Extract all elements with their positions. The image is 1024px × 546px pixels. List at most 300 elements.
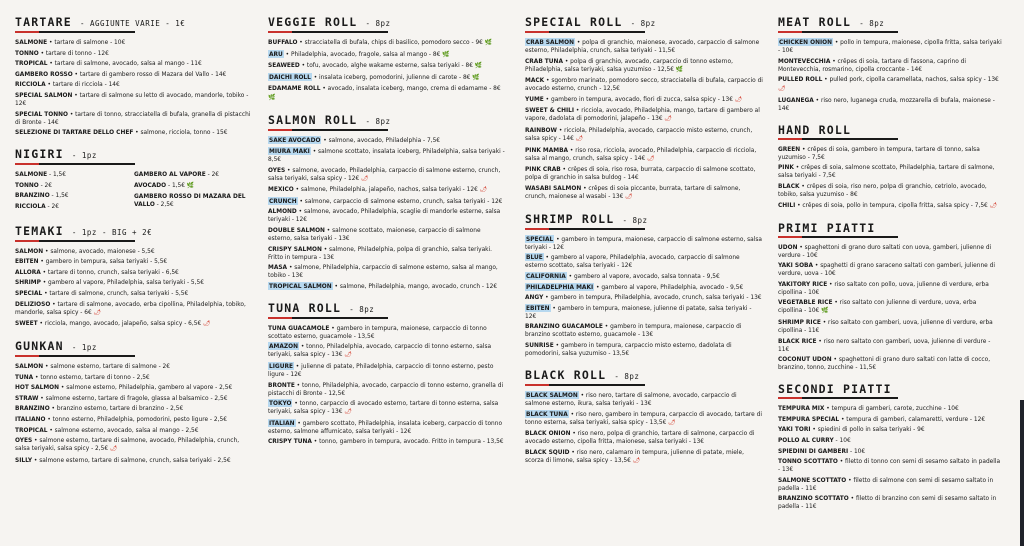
section-title-text: GUNKAN [15,339,64,354]
menu-item[interactable] [525,448,763,465]
vegetarian-leaf-icon: 🌿 [268,94,276,102]
menu-item[interactable] [134,170,253,178]
menu-item[interactable] [525,57,763,74]
menu-item[interactable] [525,293,763,301]
chili-pepper-icon: 🌶 [359,174,369,182]
section-title-text: SALMON ROLL [268,113,358,128]
section-title-text: SPECIAL ROLL [525,15,623,29]
item-name: GAMBERO AL VAPORE [134,170,206,179]
item-name: PINK CRAB [525,165,561,174]
section-title [778,124,1002,137]
item-name: EDAMAME ROLL [268,84,321,93]
item-name: BLACK SALMON [526,390,578,399]
menu-item[interactable] [525,429,763,445]
item-name: TUNA [15,372,34,381]
menu-item[interactable] [778,447,1002,455]
menu-item[interactable] [525,76,763,92]
section-underline [15,240,135,242]
item-name: SWEET [15,319,38,328]
menu-item[interactable] [268,226,506,242]
item-description: • salmone, carpaccio di salmone esterno, crunch, salsa teriyaki - 12€ [297,196,503,205]
menu-item[interactable] [778,201,1002,210]
item-description: - 1,5€ [47,170,66,179]
item-description: • riso nero, polpa di granchio, tartare di salmone, carpaccio di avocado esterno, cipolla fritta, maionese, salsa teriyaki - 13€ [525,429,755,446]
item-name: ITALIANO [15,415,46,424]
menu-item[interactable] [778,436,1002,444]
item-name: CRAB SALMON [526,38,574,46]
menu-item[interactable] [778,318,1002,334]
item-name: SALMONE [15,170,48,179]
menu-item[interactable] [525,410,763,427]
item-description: • salmone, Philadelphia, carpaccio di salmone esterno, salsa al mango, tobiko - 13€ [268,263,498,280]
menu-item[interactable] [15,373,253,381]
item-description: • tartare di gambero rosso di Mazara del Vallo - 14€ [72,69,227,78]
section-subtitle: - 8pz [630,19,656,28]
menu-item[interactable] [268,61,506,70]
item-description: • tartare di tonno - 12€ [38,48,109,57]
section-title-text: SHRIMP ROLL [525,211,615,226]
item-name: BLACK ONION [525,429,571,438]
item-name: PULLED ROLL [778,75,823,84]
item-name: CHILI [778,200,796,209]
item-name: SUNRISE [525,340,554,349]
section-title-text: BLACK ROLL [525,367,607,382]
menu-item[interactable] [778,75,1002,93]
menu-item[interactable] [525,106,763,123]
item-description: • salmone, avocado, Philadelphia, scaglie di mandorle esterne, salsa teriyaki - 12€ [268,207,501,224]
menu-item[interactable] [525,304,763,320]
section-title-text: PRIMI PIATTI [778,220,876,235]
item-description: • gambero al vapore, Philadelphia, avocado, carpaccio di salmone esterno scottato, salsa teriyaki - 12€ [525,253,740,270]
item-name: MIURA MAKI [269,146,310,155]
menu-item[interactable] [778,243,1002,259]
menu-item[interactable] [268,166,506,183]
menu-item[interactable] [778,261,1002,277]
menu-item[interactable] [268,282,506,290]
item-name: OYES [268,165,286,174]
item-description: • salmone, avocado, Philadelphia, carpaccio di salmone esterno, crunch, salsa teriyaki, salsa spicy - 12€ [268,165,501,182]
item-name: EBITEN [15,257,39,266]
item-description: • tartare di ricciola - 14€ [45,80,120,89]
menu-section [525,369,763,465]
item-name: DAICHI ROLL [269,72,311,81]
menu-column-1 [15,16,253,476]
item-name: UDON [778,242,798,251]
item-name: RICCIOLA [15,80,46,89]
item-description: • gambero al vapore, Philadelphia, avocado - 9,5€ [594,282,744,291]
menu-item[interactable] [525,165,763,181]
item-name: SEAWEED [268,61,300,70]
item-description: • crêpes di soia, gambero in tempura, tartare di tonno, salsa yuzumiso - 7,5€ [778,144,980,161]
menu-section [778,124,1002,210]
item-description: • tonno esterno, Philadelphia, pomodorini, pesto ligure - 2,5€ [45,415,227,424]
section-title [15,148,253,162]
menu-item[interactable] [134,192,253,208]
item-description: • riso nero saltato con gamberi, uova, julienne di verdure - 11€ [778,336,991,353]
item-description: • polpa di granchio, maionese, avocado, carpaccio di salmone esterno, Philadelphia, crunch, salsa teriyaki - 11,5€ [525,38,760,54]
item-name: MACK [525,76,545,85]
section-title [15,225,253,239]
item-name: GAMBERO ROSSO [15,69,73,78]
item-description: • tofu, avocado, alghe wakame esterne, salsa teriyaki - 8€ [299,61,473,70]
menu-column-2 [268,16,506,457]
menu-item[interactable] [268,362,506,378]
item-description: • riso nero, calamaro in tempura, julienne di patate, miele, scorza di limone, salsa spicy - 13,5€ [525,447,744,464]
menu-item[interactable] [778,182,1002,198]
menu-item[interactable] [15,38,253,46]
item-name: YAKITORY RICE [778,279,828,288]
menu-item[interactable] [15,91,253,107]
item-name: WASABI SALMON [525,183,582,192]
menu-item[interactable] [15,319,253,328]
item-description: • salmone, Philadelphia, mango, avocado, crunch - 12€ [332,281,498,290]
item-name: EBITEN [526,303,550,312]
section-underline [15,355,135,357]
item-name: RAINBOW [525,125,557,134]
item-name: CRISPY SALMON [268,244,322,253]
menu-item[interactable] [268,207,506,223]
item-description: • salmone scottato, maionese, carpaccio di salmone esterno, salsa teriyaki - 13€ [268,225,481,242]
chili-pepper-icon: 🌶 [987,201,998,209]
menu-item[interactable] [15,456,253,464]
menu-item[interactable] [15,80,253,88]
item-description: • polpa di granchio, avocado, carpaccio di tonno esterno, Philadelphia, salsa teriyaki, salsa yuzumiso - 12,5€ [525,56,733,73]
chili-pepper-icon: 🌶 [778,85,786,93]
item-description: - 2€ [205,170,220,179]
item-name: BLACK [778,181,800,190]
menu-item[interactable] [15,436,253,453]
section-title [778,222,1002,235]
item-name: TEMPURA MIX [778,404,825,413]
menu-item[interactable] [15,70,253,78]
item-name: MEXICO [268,185,294,194]
menu-item[interactable] [15,426,253,434]
chili-pepper-icon: 🌶 [201,320,211,328]
menu-column-3 [525,16,763,477]
section-subtitle: - AGGIUNTE VARIE - 1€ [80,19,186,28]
item-description: • gambero al vapore, avocado, salsa tonnata - 9,5€ [566,271,720,280]
section-title-text: TEMAKI [15,223,64,238]
item-name: COCONUT UDON [778,355,832,364]
menu-item[interactable] [15,59,253,67]
section-title [268,16,506,30]
item-name: PINK MAMBA [525,145,569,154]
item-name: TONNO [15,48,39,57]
menu-item[interactable] [268,38,506,47]
menu-section [778,222,1002,372]
item-description: • salmone esterno, Philadelphia, gambero al vapore - 2,5€ [59,383,233,392]
item-description: • tartare di tonno, stracciatella di bufala, granella di pistacchi di Bronte - 14€ [15,109,251,126]
vegetarian-leaf-icon: 🌿 [482,39,493,46]
menu-item[interactable] [268,399,506,416]
menu-item[interactable] [778,494,1002,510]
item-name: SAKE AVOCADO [269,136,321,145]
item-description: • riso saltato con julienne di verdure, uova, erba cipollina - 10€ [778,298,977,315]
menu-item[interactable] [525,272,763,280]
menu-item[interactable] [15,257,253,265]
section-title-text: TARTARE [15,15,72,29]
item-name: CRISPY TUNA [268,437,312,446]
menu-item[interactable] [268,147,506,163]
item-description: • ricciola, mango, avocado, jalapeño, salsa spicy - 6,5€ [37,319,202,328]
item-name: TUNA GUACAMOLE [268,323,330,332]
item-name: BRANZINO SCOTTATO [778,494,849,503]
menu-section [15,225,253,329]
item-description: • tonno, Philadelphia, avocado, carpaccio di tonno esterno, granella di pistacchi di Bronte - 12,5€ [268,380,504,397]
chili-pepper-icon: 🌶 [108,445,118,453]
menu-item[interactable] [15,191,134,199]
item-description: • crêpes di soia, riso rosa, burrata, carpaccio di salmone scottato, polpa di granchio in salsa buldog - 14€ [525,165,756,182]
menu-item[interactable] [778,145,1002,161]
menu-item[interactable] [268,50,506,59]
menu-item[interactable] [778,355,1002,371]
item-description: • gambero in tempura, maionese, julienne di patate, salsa teriyaki - 12€ [525,303,752,320]
item-description: • riso nero, luganega cruda, mozzarella di bufala, maionese - 14€ [778,95,995,112]
item-description: • insalata iceberg, pomodorini, julienne di carote - 8€ [311,72,471,81]
item-description: • gambero in tempura, carpaccio misto esterno, dadolata di pomodorini, salsa yuzumiso - 13,5€ [525,340,732,357]
menu-item[interactable] [778,457,1002,473]
menu-section [15,16,253,136]
vegetarian-leaf-icon: 🌿 [673,65,684,73]
chili-pepper-icon: 🌶 [342,408,352,416]
menu-item[interactable] [525,146,763,163]
menu-item[interactable] [15,128,253,136]
section-underline [778,397,898,399]
menu-item[interactable] [15,415,253,423]
item-name: CRUNCH [269,196,297,205]
section-subtitle: - 8pz [859,19,885,28]
item-name: HOT SALMON [15,383,60,392]
item-name: TONNO SCOTTATO [778,457,838,466]
menu-item[interactable] [778,415,1002,423]
menu-item[interactable] [778,476,1002,492]
item-name: ALLORA [15,267,41,276]
menu-item[interactable] [15,289,253,297]
item-description: • gambero in tempura, maionese, carpaccio di branzino scottato esterno, guacamole - 13€ [525,322,742,339]
menu-item[interactable] [268,73,506,82]
item-description: • gambero in tempura, maionese, carpaccio di tonno scottato esterno, guacamole - 13,5€ [268,323,487,340]
item-description: • tonno, gambero in tempura, avocado. Fritto in tempura - 13,5€ [311,437,504,446]
item-description: • avocado, insalata iceberg, mango, crema di edamame - 8€ [320,84,501,93]
item-name: SALMONE [15,38,48,46]
item-name: YAKI TORI [778,425,811,434]
menu-item[interactable] [525,38,763,54]
menu-item[interactable] [15,202,134,210]
menu-item[interactable] [268,197,506,205]
menu-item[interactable] [778,298,1002,315]
chili-pepper-icon: 🌶 [630,456,641,464]
item-description: • tonno, carpaccio di avocado esterno, tartare di tonno esterna, salsa teriyaki, salsa spicy - 13€ [268,399,499,416]
vegetarian-leaf-icon: 🌿 [472,62,483,70]
item-name: CALIFORNIA [526,271,566,280]
menu-item[interactable] [15,49,253,57]
section-underline [525,31,645,33]
scrollbar-edge[interactable] [1020,400,1024,546]
item-description: • tartare di salmone su letto di avocado, mandorle, tobiko - 12€ [15,90,249,107]
menu-item[interactable] [268,381,506,397]
menu-item[interactable] [778,163,1002,179]
menu-item[interactable] [778,404,1002,412]
item-description: • ricciola, Philadelphia, avocado, carpaccio misto esterno, crunch, salsa spicy - 14€ [525,125,753,142]
menu-item[interactable] [268,342,506,359]
section-subtitle: - 8pz [349,304,375,314]
item-name: SALMON [15,246,44,255]
item-name: BRONTE [268,380,295,389]
menu-item[interactable] [525,95,763,104]
item-name: PHILADELPHIA MAKI [526,282,594,291]
item-description: • tempura di gamberi, carote, zucchine - 10€ [824,404,959,413]
item-name: SILLY [15,455,33,464]
item-name: LIGURE [269,361,293,370]
chili-pepper-icon: 🌶 [645,154,655,162]
item-name: ALMOND [268,207,297,216]
item-name: GAMBERO ROSSO DI MAZARA DEL VALLO [134,192,246,209]
item-description: • pulled pork, cipolla caramellata, nachos, salsa spicy - 13€ [822,75,999,84]
item-description: • gambero al vapore, Philadelphia, salsa teriyaki - 5,5€ [40,278,204,287]
item-name: BLACK RICE [778,336,817,345]
section-title-text: VEGGIE ROLL [268,15,358,29]
item-name: BRANZINO GUACAMOLE [525,322,603,331]
item-description: • filetto di tonno con semi di sesamo saltato in padella - 13€ [778,457,1001,474]
menu-item[interactable] [778,57,1002,73]
menu-item[interactable] [15,247,253,255]
item-description: • tartare di salmone - 10€ [47,38,126,46]
item-name: SPECIAL [526,234,554,243]
item-name: SPIEDINI DI GAMBERI [778,446,849,455]
nigiri-grid [15,170,253,212]
item-name: SALMON [15,362,44,371]
menu-item[interactable] [525,253,763,269]
menu-section [778,16,1002,112]
item-description: • spaghetti di grano saraceno saltati con gamberi, julienne di verdure, uova - 10€ [778,261,995,278]
item-name: VEGETABLE RICE [778,298,833,307]
item-name: SHRIMP RICE [778,317,821,326]
menu-item[interactable] [778,425,1002,433]
section-title [778,383,1002,396]
menu-item[interactable] [15,300,253,317]
item-description: • salmone esterno, avocado, salsa al mango - 2,5€ [47,425,199,434]
section-underline [268,129,388,131]
menu-item[interactable] [268,185,506,194]
item-name: AVOCADO [134,180,167,189]
section-title-text: NIGIRI [15,147,64,162]
item-description: • crêpes di soia, salmone scottato, Philadelphia, tartare di salmone, salsa teriyaki - 7,5€ [778,163,995,180]
item-description: • salmone esterno, tartare di fragole, glassa al balsamico - 2,5€ [38,393,228,402]
item-description: • salmone esterno, tartare di salmone, avocado, Philadelphia, crunch, salsa teriyaki, salsa spicy - 2,5€ [15,436,240,453]
item-description: • julienne di patate, Philadelphia, carpaccio di tonno esterno, pesto ligure - 12€ [268,361,494,378]
menu-section [525,16,763,201]
menu-item[interactable] [525,283,763,291]
item-description: - 10€ [833,435,851,444]
menu-item[interactable] [15,170,134,178]
item-description: • tonno, Philadelphia, avocado, carpaccio di tonno esterno, salsa teriyaki, salsa spicy - 13€ [268,342,492,359]
menu-item[interactable] [268,437,506,445]
section-underline [778,138,898,140]
chili-pepper-icon: 🌶 [573,134,584,142]
menu-item[interactable] [778,96,1002,112]
item-name: SPECIAL TONNO [15,109,68,118]
menu-item[interactable] [268,419,506,435]
menu-column-4 [778,16,1002,522]
item-name: CHICKEN ONION [779,38,833,46]
menu-item[interactable] [15,268,253,276]
menu-item[interactable] [268,324,506,340]
item-description: • salmone esterno, tartare di salmone, crunch, salsa teriyaki - 2,5€ [32,455,231,464]
section-underline [15,163,135,165]
item-name: SELEZIONE DI TARTARE DELLO CHEF [15,128,134,137]
menu-item[interactable] [15,278,253,286]
menu-item[interactable] [268,245,506,261]
item-name: PINK [778,163,794,172]
menu-item[interactable] [268,84,506,102]
item-name: CRAB TUNA [525,56,563,65]
item-description: • tartare di salmone, crunch, salsa teriyaki - 5,5€ [42,288,189,297]
section-title-text: SECONDI PIATTI [778,382,892,397]
chili-pepper-icon: 🌶 [477,186,488,194]
item-description: • salmone, ricciola, tonno - 15€ [133,128,228,137]
menu-item[interactable] [525,322,763,338]
item-name: SWEET & CHILI [525,106,575,115]
menu-item[interactable] [134,181,253,190]
vegetarian-leaf-icon: 🌿 [440,50,450,58]
menu-item[interactable] [525,235,763,251]
item-name: TROPICAL [15,425,48,434]
section-title [15,340,253,354]
item-description: - 1,5€ [49,191,69,200]
item-description: • tartare di salmone, avocado, salsa al mango - 11€ [47,59,202,68]
menu-item[interactable] [15,110,253,126]
menu-item[interactable] [15,383,253,391]
menu-item[interactable] [268,136,506,144]
section-underline [15,31,135,33]
item-name: SPECIAL [15,288,43,297]
item-description: • tempura di gamberi, calamaretti, verdure - 12€ [839,414,986,423]
menu-item[interactable] [15,181,134,189]
item-description: • tartare di salmone, avocado, erba cipollina, Philadelphia, tobiko, mandorle, salsa spicy - 6€ [15,299,246,316]
item-name: MONTEVECCHIA [778,56,831,65]
menu-item[interactable] [525,184,763,201]
item-description: • gambero in tempura, maionese, carpaccio di salmone esterno, salsa teriyaki - 12€ [525,234,763,251]
menu-item[interactable] [15,404,253,412]
section-title [268,302,506,316]
item-name: YAKI SOBA [778,261,814,270]
item-name: BLACK TUNA [526,409,568,418]
section-underline [778,236,898,238]
item-name: MASA [268,263,288,272]
section-title-text: HAND ROLL [778,122,852,137]
menu-item[interactable] [525,341,763,357]
item-description: - 2,5€ [154,200,174,209]
menu-item[interactable] [525,391,763,407]
item-description: • crêpes di soia piccante, burrata, tartare di salmone, crunch, maionese al wasabi - 13€ [525,183,741,200]
menu-item[interactable] [778,38,1002,54]
section-underline [525,384,645,386]
menu-item[interactable] [525,126,763,143]
vegetarian-leaf-icon: 🌿 [470,73,480,81]
item-name: TOKYO [269,399,292,408]
chili-pepper-icon: 🌶 [662,115,672,123]
menu-item[interactable] [778,337,1002,353]
menu-item[interactable] [778,280,1002,296]
section-subtitle: - 8pz [622,215,648,225]
section-title [268,114,506,128]
menu-item[interactable] [15,362,253,370]
item-name: BLACK SQUID [525,447,570,456]
item-description: • stracciatella di bufala, chips di basilico, pomodoro secco - 9€ [297,38,483,46]
menu-item[interactable] [268,263,506,279]
menu-item[interactable] [15,394,253,402]
item-description: • gambero in tempura, salsa teriyaki - 5,5€ [38,257,168,266]
